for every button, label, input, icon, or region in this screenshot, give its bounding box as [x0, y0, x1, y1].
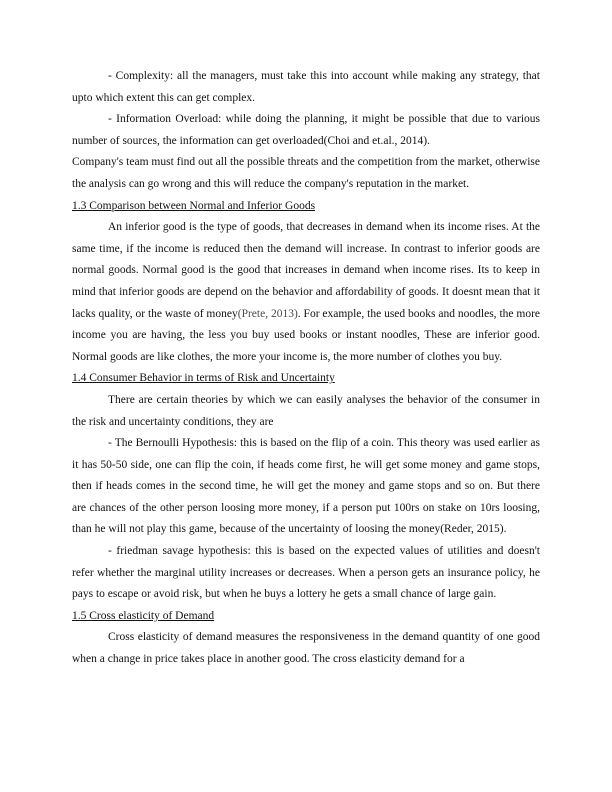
paragraph-bernoulli: - The Bernoulli Hypothesis: this is based on the flip of a coin. This theory was used earlier as it has 50-50 side, one can flip the coin, if heads come first, he will get some money and game stops, then if heads comes in the second time, he will get the money and game stops and so on. But there are chances of the other person loosing more money, if a person put 100rs on stake on 10rs loosing, than he will not play this game, because of the uncertainty of loosing the money(Reder, 2015).: [72, 437, 540, 536]
citation: (Prete, 2013): [237, 307, 298, 320]
section-heading-1-4: 1.4 Consumer Behavior in terms of Risk and Uncertainty: [72, 372, 335, 385]
paragraph-theories: There are certain theories by which we can easily analyses the behavior of the consumer in the risk and uncertainty conditions, they are: [72, 393, 540, 428]
section-heading-1-3: 1.3 Comparison between Normal and Inferior Goods: [72, 199, 316, 212]
paragraph-complexity: - Complexity: all the managers, must take this into account while making any strategy, that upto which extent this can get complex.: [72, 70, 540, 104]
document-page: [72, 66, 540, 671]
paragraph-friedman-savage: - friedman savage hypothesis: this is based on the expected values of utilities and doesn't refer whether the marginal utility increases or decreases. When a person gets an insurance policy, he pays to escape or avoid risk, but when he buys a lottery he gets a small chance of large gain.: [72, 545, 540, 601]
section-heading-1-5: 1.5 Cross elasticity of Demand: [72, 609, 215, 622]
paragraph-cross-elasticity: Cross elasticity of demand measures the responsiveness in the demand quantity of one good when a change in price takes place in another good. The cross elasticity demand for a: [72, 631, 540, 666]
paragraph-information-overload: - Information Overload: while doing the planning, it might be possible that due to various number of sources, the information can get overloaded(Choi and et.al., 2014).: [72, 113, 540, 147]
paragraph-inferior-goods: [72, 217, 540, 368]
paragraph-company-team: Company's team must find out all the possible threats and the competition from the market, otherwise the analysis can go wrong and this will reduce the company's reputation in the market.: [72, 156, 540, 190]
paragraph-text: . For example, the used books and noodles, the more income you are having, the less you buy used books or instant noodles, These are inferior good. Normal goods are like clothes, the more your income is, the more number of clothes you buy.: [72, 307, 541, 363]
paragraph-text: An inferior good is the type of goods, that decreases in demand when its income rises. At the same time, if the income is reduced then the demand will increase. In contrast to inferior goods are normal goods. Normal good is the good that increases in demand when income rises. Its to keep in mind that inferior goods are depend on the behavior and affordability of goods. It doesnt mean that it lacks quality, or the waste of money: [72, 221, 540, 320]
